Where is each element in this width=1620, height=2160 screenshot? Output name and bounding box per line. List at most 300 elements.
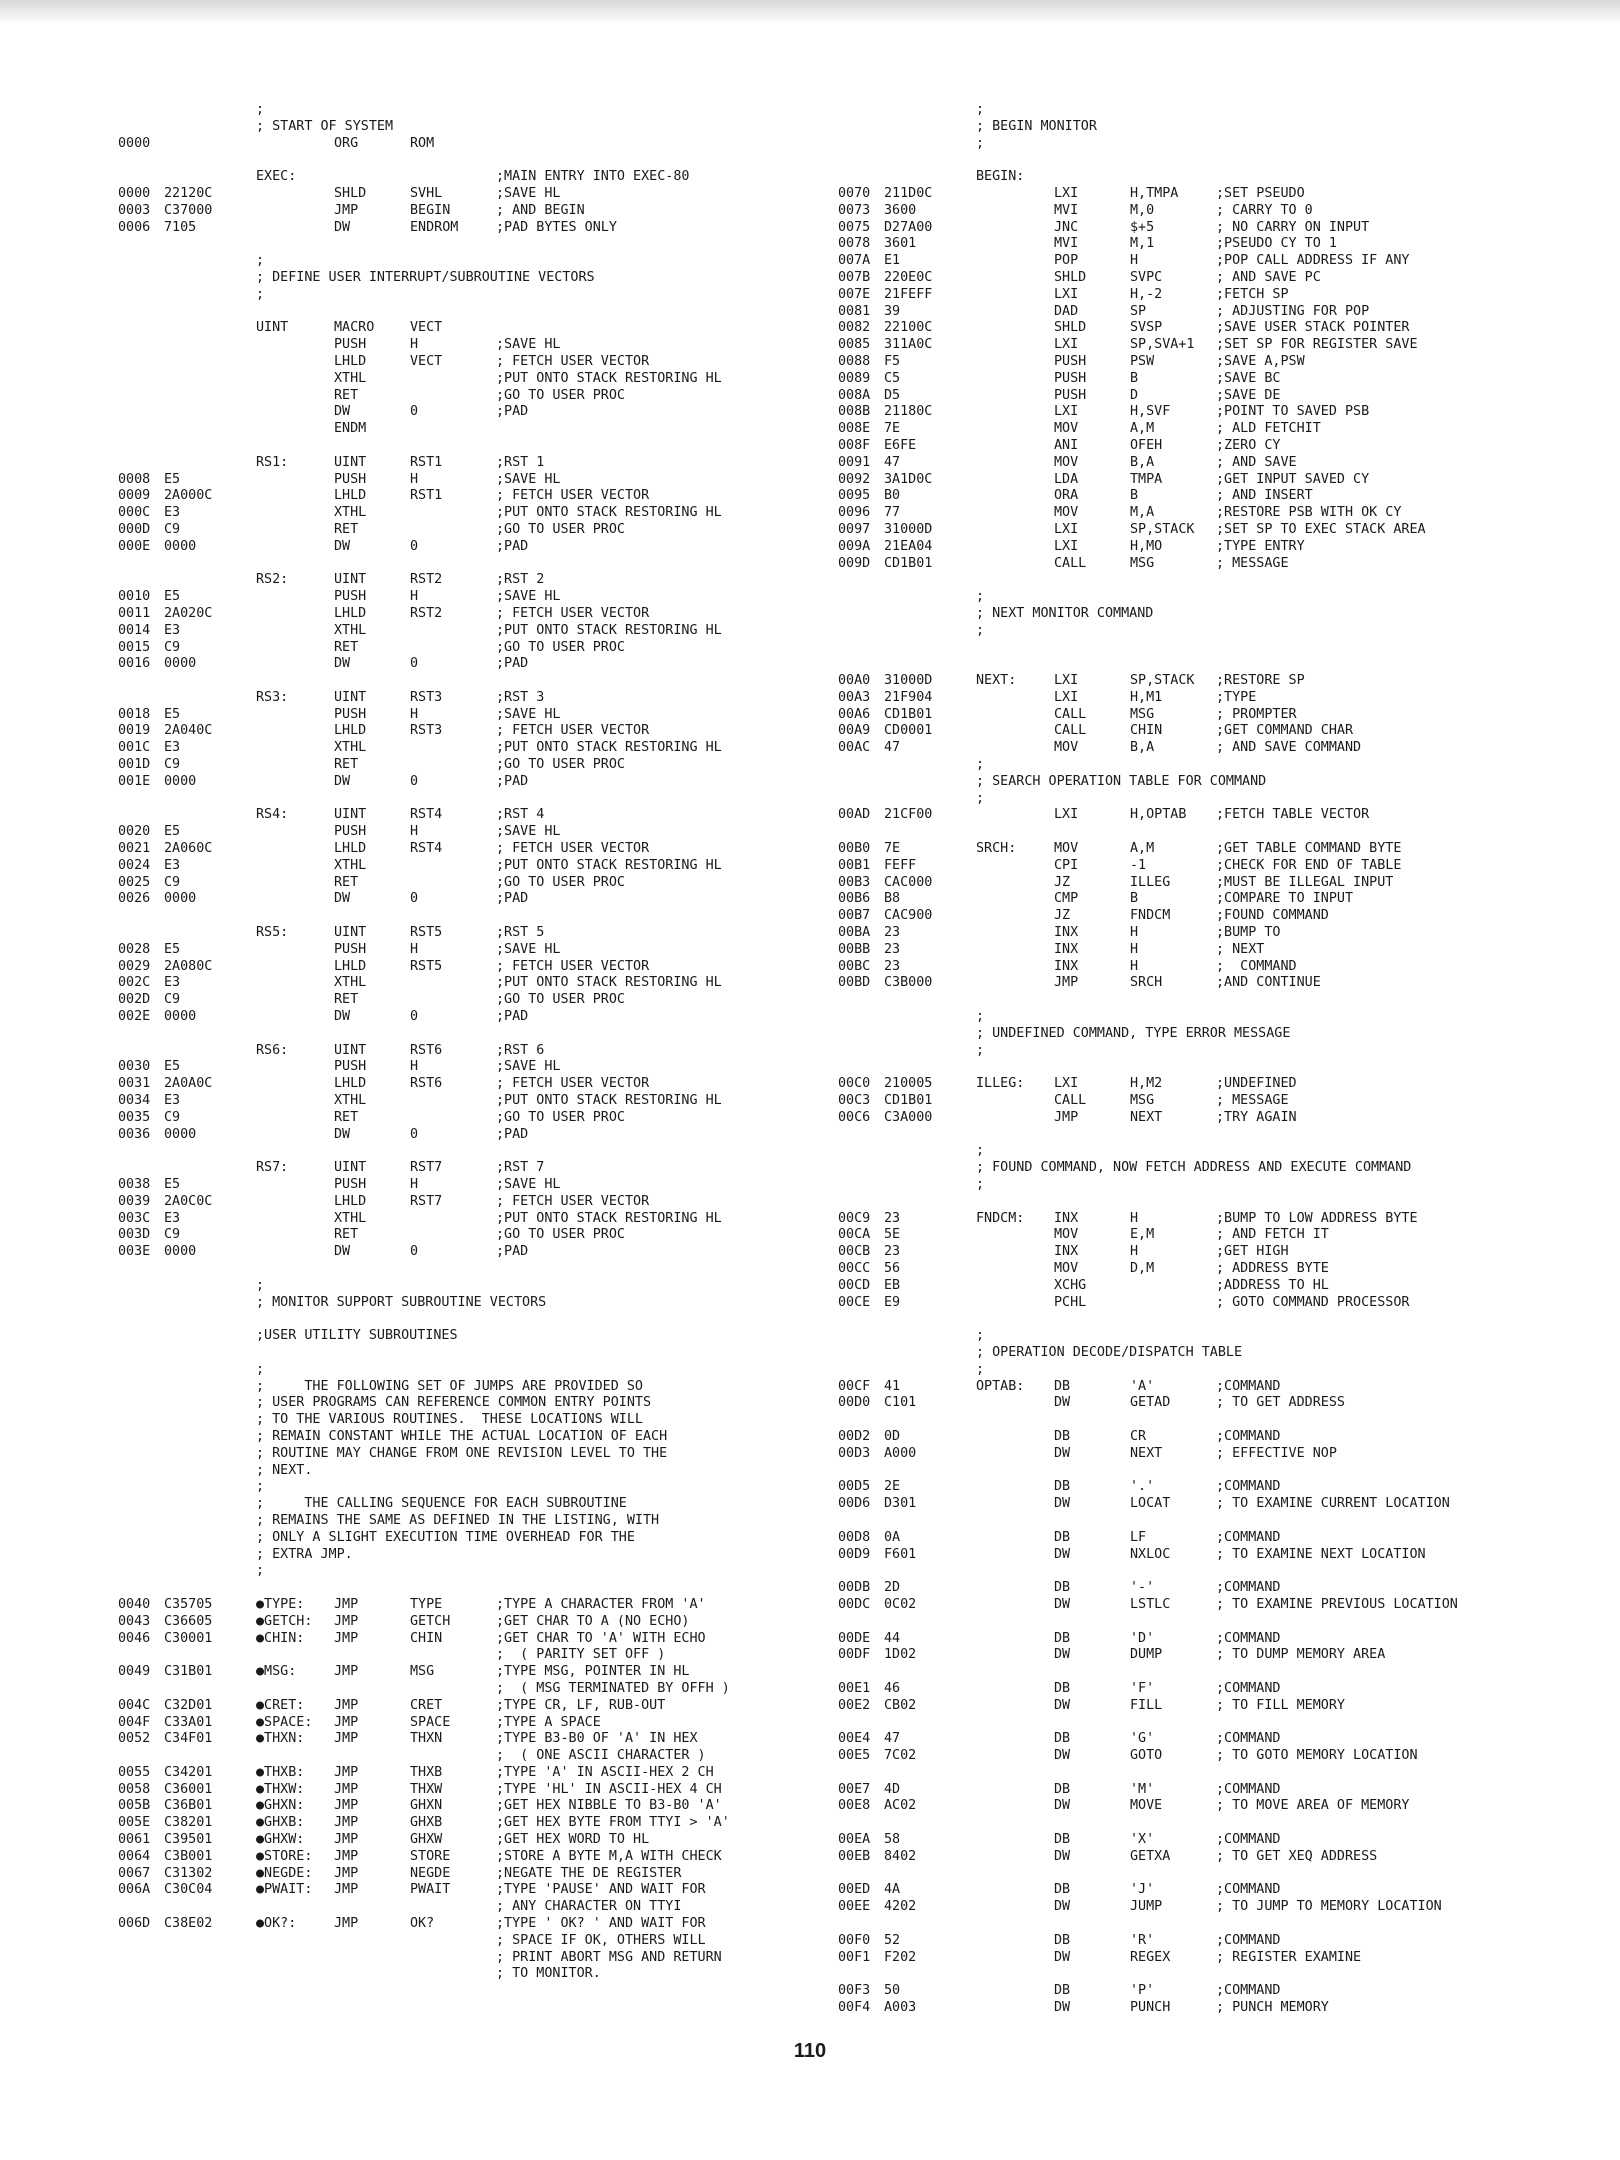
listing-line [838,1597,1558,1614]
listing-line [118,1580,808,1597]
listing-op: JMP [334,1714,359,1730]
listing-op: LXI [1054,538,1079,554]
listing-op: MVI [1054,236,1079,252]
listing-addr: 0052 [118,1731,151,1747]
listing-op: RET [334,639,359,655]
listing-comment: ;SAVE HL [496,589,561,605]
listing-line [118,1530,808,1547]
listing-label: ; THE CALLING SEQUENCE FOR EACH SUBROUTINE [256,1496,627,1512]
listing-code: C35705 [164,1596,213,1612]
listing-op: PUSH [1054,353,1087,369]
listing-line [118,1815,808,1832]
listing-line [838,723,1558,740]
listing-op: JMP [334,1916,359,1932]
listing-label: RS7: [256,1160,289,1176]
listing-line [838,287,1558,304]
listing-addr: 00D6 [838,1496,871,1512]
listing-addr: 005B [118,1798,151,1814]
listing-operand: H [410,471,419,487]
listing-comment: ;MAIN ENTRY INTO EXEC-80 [496,169,690,185]
listing-comment: ;COMMAND [1216,1479,1281,1495]
listing-addr: 0088 [838,353,871,369]
listing-op: RET [334,521,359,537]
listing-operand: MSG [1130,706,1155,722]
listing-line [838,136,1558,153]
listing-operand: RST1 [410,488,443,504]
listing-operand: D [1130,387,1139,403]
listing-code: 211D0C [884,185,933,201]
listing-label: FNDCM: [976,1210,1025,1226]
listing-line [838,539,1558,556]
listing-addr: 0078 [838,236,871,252]
listing-operand: H,M2 [1130,1076,1163,1092]
listing-label: ●SPACE: [256,1714,313,1730]
listing-line [838,1412,1558,1429]
listing-column-right [838,102,1558,2017]
listing-code: E5 [164,941,181,957]
listing-addr: 0081 [838,303,871,319]
listing-code: C39501 [164,1832,213,1848]
listing-op: INX [1054,925,1079,941]
listing-label: ; [256,1563,265,1579]
listing-code: 41 [884,1378,901,1394]
listing-line [838,371,1558,388]
listing-comment: ;COMMAND [1216,1932,1281,1948]
listing-operand: 'P' [1130,1983,1155,1999]
listing-operand: GETXA [1130,1848,1171,1864]
listing-operand: GETCH [410,1613,451,1629]
listing-op: UINT [334,1160,367,1176]
listing-label: ; THE FOLLOWING SET OF JUMPS ARE PROVIDED SO [256,1378,643,1394]
listing-line [838,1295,1558,1312]
listing-operand: H [410,1177,419,1192]
listing-operand: H,-2 [1130,286,1163,302]
listing-label: ●OK?: [256,1916,297,1932]
listing-addr: 0029 [118,958,151,974]
listing-label: ●NEGDE: [256,1865,313,1881]
listing-comment: ;GET HEX NIBBLE TO B3-B0 'A' [496,1798,722,1814]
listing-line [838,1026,1558,1043]
listing-op: UINT [334,689,367,705]
listing-addr: 00D3 [838,1445,871,1461]
listing-op: JZ [1054,874,1071,890]
listing-code: C9 [164,1109,181,1125]
listing-comment: ; TO EXAMINE NEXT LOCATION [1216,1546,1426,1562]
listing-line [118,136,808,153]
listing-comment: ; CARRY TO 0 [1216,202,1313,218]
listing-op: DW [1054,2000,1071,2016]
listing-comment: ;PUT ONTO STACK RESTORING HL [496,1093,722,1109]
listing-addr: 0021 [118,841,151,857]
listing-operand: ROM [410,135,435,151]
listing-line [838,942,1558,959]
listing-operand: RST5 [410,958,443,974]
listing-label: ; REMAIN CONSTANT WHILE THE ACTUAL LOCATION OF EACH [256,1428,668,1444]
listing-comment: ;POINT TO SAVED PSB [1216,404,1370,420]
listing-code: 2A020C [164,605,213,621]
listing-addr: 00A0 [838,673,871,689]
listing-line [838,791,1558,808]
listing-op: PUSH [334,1177,367,1192]
listing-operand: SP,SVA+1 [1130,337,1195,353]
listing-line [118,1882,808,1899]
listing-op: DW [1054,1596,1071,1612]
listing-operand: THXW [410,1781,443,1797]
listing-line [118,875,808,892]
listing-comment: ;GET INPUT SAVED CY [1216,471,1370,487]
listing-code: 210005 [884,1076,933,1092]
listing-operand: NXLOC [1130,1546,1171,1562]
listing-comment: ; AND SAVE PC [1216,269,1321,285]
listing-op: LHLD [334,488,367,504]
listing-op: RET [334,874,359,890]
listing-comment: ;COMMAND [1216,1680,1281,1696]
listing-comment: ; PUNCH MEMORY [1216,2000,1329,2016]
listing-op: RET [334,1227,359,1243]
listing-code: B8 [884,891,901,907]
listing-op: PUSH [334,589,367,605]
listing-code: A000 [884,1445,917,1461]
listing-comment: ;FETCH TABLE VECTOR [1216,807,1370,823]
listing-line [118,1009,808,1026]
listing-addr: 0049 [118,1664,151,1680]
listing-code: E5 [164,1059,181,1075]
listing-line [118,1597,808,1614]
listing-operand: E,M [1130,1227,1155,1243]
listing-line [838,589,1558,606]
listing-op: LHLD [334,841,367,857]
listing-operand: H [1130,925,1139,941]
listing-line [838,1815,1558,1832]
listing-code: D301 [884,1496,917,1512]
listing-addr: 0097 [838,521,871,537]
listing-op: CPI [1054,857,1079,873]
listing-addr: 00AD [838,807,871,823]
listing-comment: ;COMMAND [1216,1529,1281,1545]
listing-comment: ;RST 4 [496,807,545,823]
listing-operand: M,0 [1130,202,1155,218]
listing-line [838,891,1558,908]
listing-comment: ;PUT ONTO STACK RESTORING HL [496,505,722,521]
listing-operand: RST7 [410,1160,443,1176]
listing-comment: ; FETCH USER VECTOR [496,1193,650,1209]
listing-line [118,220,808,237]
listing-addr: 00BD [838,975,871,991]
listing-comment: ; AND FETCH IT [1216,1227,1329,1243]
listing-line [118,253,808,270]
listing-addr: 00B7 [838,908,871,924]
listing-code: EB [884,1277,901,1293]
listing-comment: ;COMMAND [1216,1832,1281,1848]
listing-code: E3 [164,622,181,638]
listing-addr: 0064 [118,1848,151,1864]
listing-code: B0 [884,488,901,504]
listing-addr: 00A3 [838,689,871,705]
listing-comment: ; ADJUSTING FOR POP [1216,303,1370,319]
listing-label: RS1: [256,454,289,470]
listing-line [118,1127,808,1144]
listing-comment: ;PAD [496,404,529,420]
listing-op: CMP [1054,891,1079,907]
listing-code: 7E [884,841,901,857]
listing-code: 0C02 [884,1596,917,1612]
listing-code: CAC900 [884,908,933,924]
listing-op: INX [1054,1210,1079,1226]
listing-code: 47 [884,454,901,470]
listing-line [838,1866,1558,1883]
listing-line [838,1009,1558,1026]
listing-label: SRCH: [976,841,1017,857]
listing-line [118,1446,808,1463]
listing-comment: ; FETCH USER VECTOR [496,723,650,739]
listing-label: ●GHXW: [256,1832,305,1848]
listing-code: C3B001 [164,1848,213,1864]
listing-op: DW [1054,1748,1071,1764]
listing-line [838,1916,1558,1933]
listing-code: C33A01 [164,1714,213,1730]
listing-code: 44 [884,1630,901,1646]
listing-line [838,1715,1558,1732]
listing-op: DW [1054,1798,1071,1814]
listing-line [838,774,1558,791]
listing-line [838,472,1558,489]
listing-op: DW [1054,1647,1071,1663]
listing-comment: ; TO GET ADDRESS [1216,1395,1345,1411]
listing-code: 21FEFF [884,286,933,302]
listing-label: ●CHIN: [256,1630,305,1646]
listing-op: JMP [334,1731,359,1747]
listing-line [118,1244,808,1261]
listing-code: C30001 [164,1630,213,1646]
listing-addr: 00BB [838,941,871,957]
listing-label: EXEC: [256,169,297,185]
listing-operand: 'G' [1130,1731,1155,1747]
listing-op: ORA [1054,488,1079,504]
listing-code: E5 [164,471,181,487]
listing-code: C31B01 [164,1664,213,1680]
listing-op: CALL [1054,555,1087,571]
listing-code: 4D [884,1781,901,1797]
listing-label: ; [976,790,985,806]
listing-op: CALL [1054,706,1087,722]
listing-addr: 00DC [838,1596,871,1612]
listing-comment: ; FETCH USER VECTOR [496,1076,650,1092]
listing-line [118,824,808,841]
listing-code: FEFF [884,857,917,873]
listing-line [838,1227,1558,1244]
listing-line [838,740,1558,757]
listing-label: ; [976,589,985,605]
listing-line [118,455,808,472]
listing-line [838,388,1558,405]
listing-line [838,1664,1558,1681]
listing-operand: GHXN [410,1798,443,1814]
listing-line [118,1547,808,1564]
listing-line [118,1463,808,1480]
listing-label: ; UNDEFINED COMMAND, TYPE ERROR MESSAGE [976,1025,1291,1041]
listing-comment: ;SAVE HL [496,1177,561,1192]
listing-operand: MSG [410,1664,435,1680]
listing-comment: ;ADDRESS TO HL [1216,1277,1329,1293]
listing-line [838,1631,1558,1648]
listing-code: 23 [884,1210,901,1226]
listing-line [118,740,808,757]
listing-line [118,404,808,421]
listing-code: 0A [884,1529,901,1545]
listing-label: ; START OF SYSTEM [256,118,394,134]
listing-addr: 004F [118,1714,151,1730]
listing-operand: H [1130,941,1139,957]
listing-label: ; [976,622,985,638]
listing-op: LXI [1054,521,1079,537]
listing-comment: ;COMMAND [1216,1983,1281,1999]
listing-comment: ; AND SAVE [1216,454,1297,470]
listing-comment: ; FETCH USER VECTOR [496,488,650,504]
listing-code: 21EA04 [884,538,933,554]
listing-code: E9 [884,1294,901,1310]
listing-line [838,253,1558,270]
listing-code: 2A0C0C [164,1193,213,1209]
listing-op: RET [334,1109,359,1125]
listing-op: DB [1054,1781,1071,1797]
listing-comment: ;SAVE HL [496,824,561,840]
listing-label: ●GETCH: [256,1613,313,1629]
listing-line [118,807,808,824]
listing-line [118,119,808,136]
listing-addr: 00F0 [838,1932,871,1948]
listing-line [838,1748,1558,1765]
listing-op: RET [334,757,359,773]
listing-code: E5 [164,706,181,722]
listing-code: 31000D [884,521,933,537]
listing-operand: MSG [1130,555,1155,571]
listing-comment: ; FETCH USER VECTOR [496,958,650,974]
listing-addr: 00DF [838,1647,871,1663]
listing-comment: ; AND SAVE COMMAND [1216,740,1362,756]
listing-operand: -1 [1130,857,1147,873]
listing-code: 3A1D0C [884,471,933,487]
listing-comment: ;COMMAND [1216,1781,1281,1797]
listing-line [838,1143,1558,1160]
listing-label: ; SEARCH OPERATION TABLE FOR COMMAND [976,773,1267,789]
listing-op: PCHL [1054,1294,1087,1310]
listing-line [838,203,1558,220]
listing-line [118,1362,808,1379]
listing-line [838,1379,1558,1396]
listing-comment: ; COMMAND [1216,958,1297,974]
listing-op: PUSH [334,471,367,487]
listing-op: DB [1054,1630,1071,1646]
listing-code: 7E [884,421,901,437]
listing-op: JMP [1054,1109,1079,1125]
listing-label: ; MONITOR SUPPORT SUBROUTINE VECTORS [256,1294,547,1310]
listing-comment: ;TYPE CR, LF, RUB-OUT [496,1697,666,1713]
listing-line [118,1160,808,1177]
listing-operand: 'J' [1130,1882,1155,1898]
listing-addr: 000C [118,505,151,521]
listing-operand: H,OPTAB [1130,807,1187,823]
listing-comment: ;RST 6 [496,1042,545,1058]
listing-line [118,102,808,119]
listing-addr: 002E [118,1009,151,1025]
listing-label: OPTAB: [976,1378,1025,1394]
listing-comment: ;PAD [496,1009,529,1025]
listing-line [838,1278,1558,1295]
listing-addr: 00E5 [838,1748,871,1764]
listing-comment: ;PAD BYTES ONLY [496,219,617,235]
listing-line [118,1194,808,1211]
listing-line [118,723,808,740]
listing-line [838,1127,1558,1144]
listing-op: JMP [334,1798,359,1814]
listing-addr: 003E [118,1244,151,1260]
listing-label: NEXT: [976,673,1017,689]
listing-label: ; USER PROGRAMS CAN REFERENCE COMMON ENTRY POINTS [256,1395,652,1411]
listing-addr: 00A9 [838,723,871,739]
listing-code: 0000 [164,656,197,672]
listing-op: DB [1054,1932,1071,1948]
listing-operand: B,A [1130,454,1155,470]
listing-code: 23 [884,941,901,957]
listing-addr: 0038 [118,1177,151,1192]
listing-comment: ;RST 2 [496,572,545,588]
listing-addr: 0039 [118,1193,151,1209]
listing-label: ; [976,102,985,117]
listing-line [118,623,808,640]
listing-op: CALL [1054,1093,1087,1109]
listing-label: ; BEGIN MONITOR [976,118,1097,134]
listing-line [838,875,1558,892]
listing-op: RET [334,387,359,403]
scan-top-shading [0,0,1620,24]
listing-line [838,2000,1558,2017]
listing-line [118,707,808,724]
listing-op: LXI [1054,337,1079,353]
listing-code: C38201 [164,1815,213,1831]
listing-comment: ;CHECK FOR END OF TABLE [1216,857,1402,873]
listing-code: AC02 [884,1798,917,1814]
listing-op: XTHL [334,975,367,991]
listing-line [838,556,1558,573]
listing-comment: ;GET TABLE COMMAND BYTE [1216,841,1402,857]
listing-line [118,1076,808,1093]
listing-operand: RST3 [410,723,443,739]
listing-comment: ; ( PARITY SET OFF ) [496,1647,666,1663]
listing-line [118,1278,808,1295]
listing-line [118,640,808,657]
listing-code: E3 [164,740,181,756]
listing-comment: ;PUT ONTO STACK RESTORING HL [496,857,722,873]
listing-operand: M,1 [1130,236,1155,252]
listing-line [118,757,808,774]
listing-addr: 000E [118,538,151,554]
listing-op: LXI [1054,404,1079,420]
listing-line [838,1496,1558,1513]
listing-comment: ;SAVE A,PSW [1216,353,1305,369]
listing-comment: ;AND CONTINUE [1216,975,1321,991]
listing-line [118,1698,808,1715]
listing-op: DB [1054,1479,1071,1495]
listing-operand: $+5 [1130,219,1155,235]
listing-addr: 00D9 [838,1546,871,1562]
listing-operand: H,TMPA [1130,185,1179,201]
listing-line [118,1043,808,1060]
listing-addr: 0006 [118,219,151,235]
listing-addr: 00CE [838,1294,871,1310]
listing-label: ●THXW: [256,1781,305,1797]
listing-operand: 0 [410,538,419,554]
listing-op: LHLD [334,605,367,621]
